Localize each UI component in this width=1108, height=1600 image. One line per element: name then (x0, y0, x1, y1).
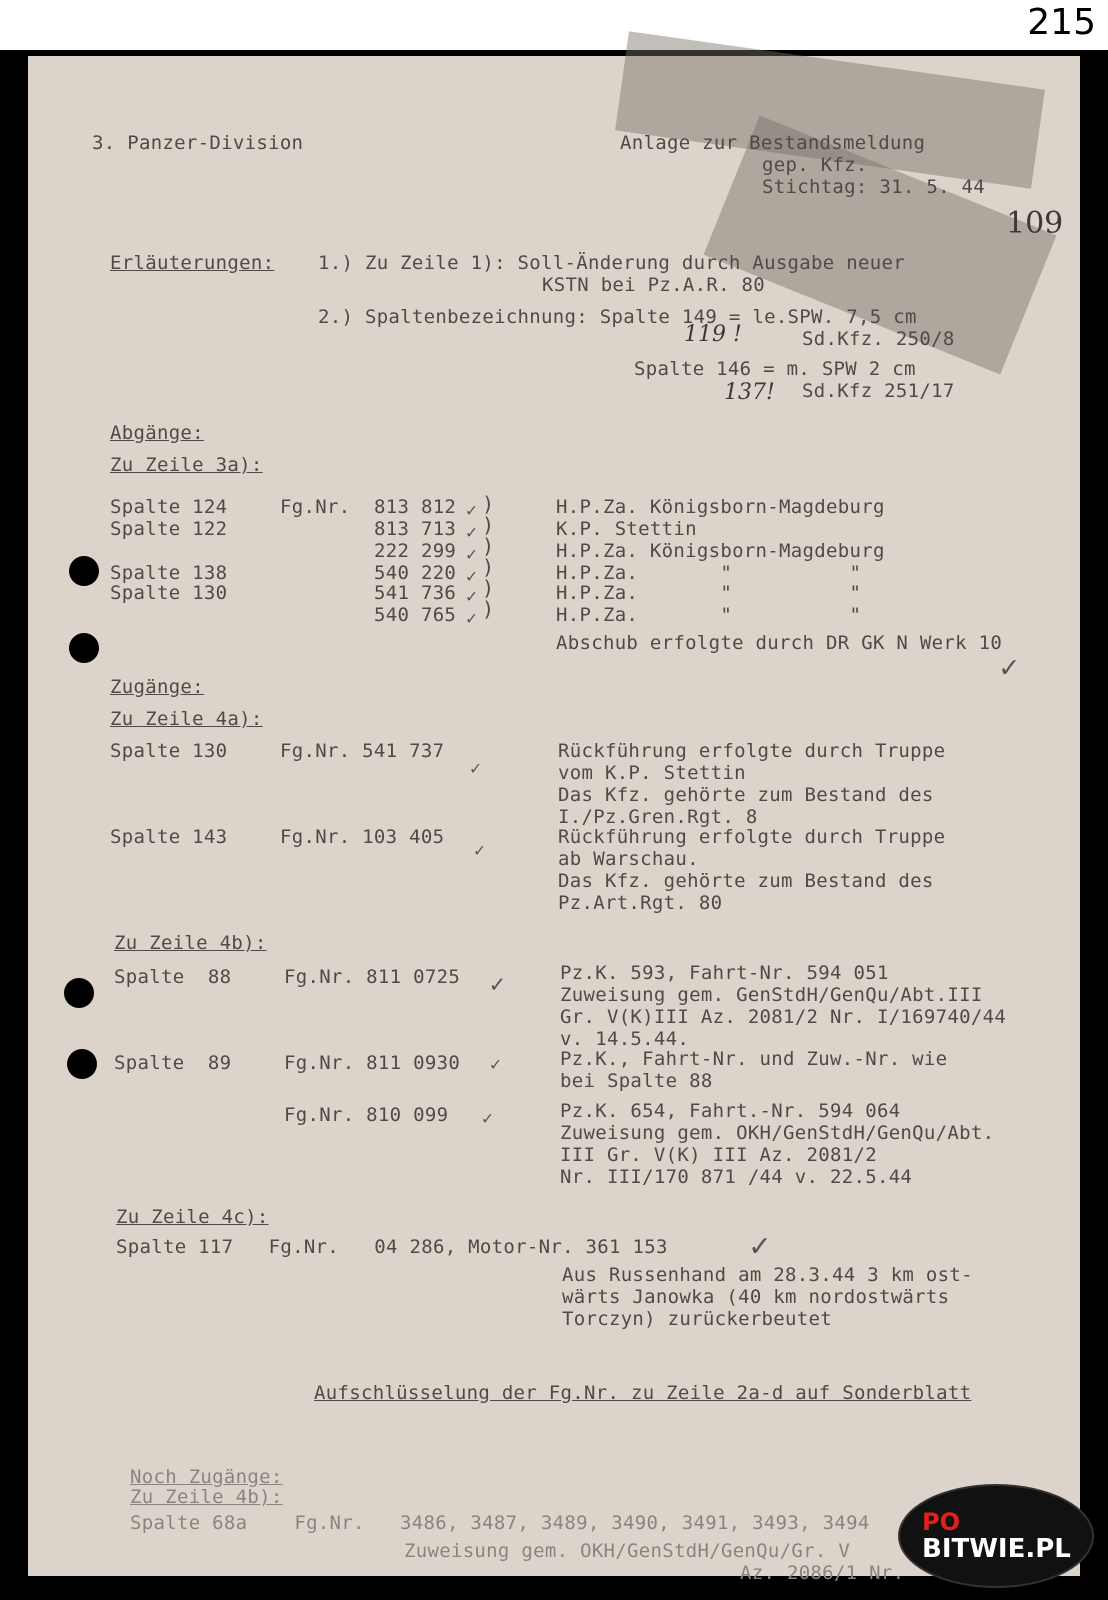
top-bar (0, 0, 1108, 50)
row-89-column: Spalte 89 (114, 1052, 232, 1074)
row-143-fgnr: Fg.Nr. 103 405 (280, 826, 445, 848)
punch-hole (69, 633, 99, 663)
abgang-row-col: Spalte 138 (110, 562, 228, 584)
row-130-text-3: Das Kfz. gehörte zum Bestand des (558, 784, 934, 806)
abgaenge-heading: Abgänge: (110, 422, 204, 444)
watermark-line-1: PO (922, 1508, 960, 1536)
row-143-text-4: Pz.Art.Rgt. 80 (558, 892, 723, 914)
zugaenge-4a-heading: Zu Zeile 4a): (110, 708, 263, 730)
row-810-text-2: Zuweisung gem. OKH/GenStdH/GenQu/Abt. (560, 1122, 995, 1144)
punch-hole (64, 978, 94, 1008)
division-name: 3. Panzer-Division (92, 132, 304, 154)
abgang-row-col: Spalte 130 (110, 582, 228, 604)
row-88-text-2: Zuweisung gem. GenStdH/GenQu/Abt.III (560, 984, 983, 1006)
bracket: ) ) ) ) ) ) (482, 492, 495, 621)
row-130-text-1: Rückführung erfolgte durch Truppe (558, 740, 946, 762)
abgaenge-subheading: Zu Zeile 3a): (110, 454, 263, 476)
check-mark: ✓ (466, 586, 477, 607)
header-subtitle: gep. Kfz. (762, 154, 868, 176)
note-2-line-1: 2.) Spaltenbezeichnung: Spalte 149 = le.SPW. 7,5 cm (318, 306, 917, 328)
abgang-row-num: 813 713 (374, 518, 457, 540)
aufschluesselung-line: Aufschlüsselung der Fg.Nr. zu Zeile 2a-d auf Sonderblatt (314, 1382, 972, 1404)
handwritten-correction-1: 119 ! (684, 322, 742, 347)
abgang-row-num: 541 736 (374, 582, 457, 604)
row-89-text-2: bei Spalte 88 (560, 1070, 713, 1092)
watermark-line-2: BITWIE.PL (922, 1534, 1071, 1564)
abgang-row-dest: H.P.Za. Königsborn-Magdeburg (556, 496, 885, 518)
row-88-text-3: Gr. V(K)III Az. 2081/2 Nr. I/169740/44 (560, 1006, 1007, 1028)
header-title: Anlage zur Bestandsmeldung (620, 132, 926, 154)
handwritten-page-number: 109 (1006, 206, 1064, 241)
row-88-text-4: v. 14.5.44. (560, 1028, 690, 1050)
abgang-row-dest: H.P.Za. " " (556, 582, 862, 604)
row-117: Spalte 117 Fg.Nr. 04 286, Motor-Nr. 361 153 (116, 1236, 668, 1258)
abgang-row-col: Spalte 122 (110, 518, 228, 540)
check-mark: ✓ (490, 1054, 501, 1075)
row-88-text-1: Pz.K. 593, Fahrt-Nr. 594 051 (560, 962, 889, 984)
row-143-text-2: ab Warschau. (558, 848, 699, 870)
abgang-row-fg: Fg.Nr. (280, 496, 351, 518)
zugaenge-4c-heading: Zu Zeile 4c): (116, 1206, 269, 1228)
check-mark: ✓ (466, 608, 477, 629)
check-mark: ✓ (482, 1108, 493, 1129)
noch-zugaenge-subheading: Zu Zeile 4b): (130, 1486, 283, 1508)
abgaenge-note: Abschub erfolgte durch DR GK N Werk 10 (556, 632, 1003, 654)
check-mark: ✓ (466, 500, 477, 521)
abgang-row-col: Spalte 124 (110, 496, 228, 518)
row-810-text-4: Nr. III/170 871 /44 v. 22.5.44 (560, 1166, 913, 1188)
check-mark: ✓ (474, 840, 485, 861)
abgang-row-dest: K.P. Stettin (556, 518, 697, 540)
row-810-text-1: Pz.K. 654, Fahrt.-Nr. 594 064 (560, 1100, 901, 1122)
row-130-text-4: I./Pz.Gren.Rgt. 8 (558, 806, 758, 828)
note-2-line-4: Sd.Kfz 251/17 (802, 380, 955, 402)
check-mark: ✓ (1000, 650, 1019, 685)
check-mark: ✓ (750, 1226, 770, 1264)
row-143-column: Spalte 143 (110, 826, 228, 848)
row-88-fgnr: Fg.Nr. 811 0725 (284, 966, 461, 988)
abgang-row-dest: H.P.Za. Königsborn-Magdeburg (556, 540, 885, 562)
row-88-column: Spalte 88 (114, 966, 232, 988)
row-130-column: Spalte 130 (110, 740, 228, 762)
row-143-text-1: Rückführung erfolgte durch Truppe (558, 826, 946, 848)
abgang-row-num: 540 220 (374, 562, 457, 584)
handwritten-correction-2: 137! (724, 380, 775, 405)
row-89-fgnr: Fg.Nr. 811 0930 (284, 1052, 461, 1074)
header-date: Stichtag: 31. 5. 44 (762, 176, 986, 198)
abgang-row-dest: H.P.Za. " " (556, 562, 862, 584)
row-89-text-1: Pz.K., Fahrt-Nr. und Zuw.-Nr. wie (560, 1048, 948, 1070)
zugaenge-4b-heading: Zu Zeile 4b): (114, 932, 267, 954)
zugaenge-heading: Zugänge: (110, 676, 204, 698)
abgang-row-num: 813 812 (374, 496, 457, 518)
abgang-row-dest: H.P.Za. " " (556, 604, 862, 626)
check-mark: ✓ (490, 970, 505, 998)
noch-zugaenge-heading: Noch Zugänge: (130, 1466, 283, 1488)
row-130-text-2: vom K.P. Stettin (558, 762, 746, 784)
check-mark: ✓ (466, 566, 477, 587)
row-143-text-3: Das Kfz. gehörte zum Bestand des (558, 870, 934, 892)
note-2-line-3: Spalte 146 = m. SPW 2 cm (634, 358, 916, 380)
row-117-text-3: Torczyn) zurückerbeutet (562, 1308, 832, 1330)
row-117-text-1: Aus Russenhand am 28.3.44 3 km ost- (562, 1264, 973, 1286)
check-mark: ✓ (470, 758, 481, 779)
erlaeuterungen-heading: Erläuterungen: (110, 252, 275, 274)
punch-hole (69, 556, 99, 586)
noch-zugaenge-line-2: Zuweisung gem. OKH/GenStdH/GenQu/Gr. V (404, 1540, 851, 1562)
watermark-logo (898, 1484, 1094, 1588)
note-1-line-1: 1.) Zu Zeile 1): Soll-Änderung durch Ausgabe neuer (318, 252, 905, 274)
noch-zugaenge-row: Spalte 68a Fg.Nr. 3486, 3487, 3489, 3490, 3491, 3493, 3494 (130, 1512, 870, 1534)
row-810-text-3: III Gr. V(K) III Az. 2081/2 (560, 1144, 877, 1166)
abgang-row-num: 222 299 (374, 540, 457, 562)
row-117-text-2: wärts Janowka (40 km nordostwärts (562, 1286, 950, 1308)
row-810-fgnr: Fg.Nr. 810 099 (284, 1104, 449, 1126)
abgang-row-num: 540 765 (374, 604, 457, 626)
page-number: 215 (1027, 2, 1096, 43)
check-mark: ✓ (466, 544, 477, 565)
noch-zugaenge-line-3: Az. 2086/1 Nr. (740, 1562, 905, 1584)
note-2-line-2: Sd.Kfz. 250/8 (802, 328, 955, 350)
row-130-fgnr: Fg.Nr. 541 737 (280, 740, 445, 762)
note-1-line-2: KSTN bei Pz.A.R. 80 (542, 274, 766, 296)
punch-hole (67, 1049, 97, 1079)
check-mark: ✓ (466, 522, 477, 543)
